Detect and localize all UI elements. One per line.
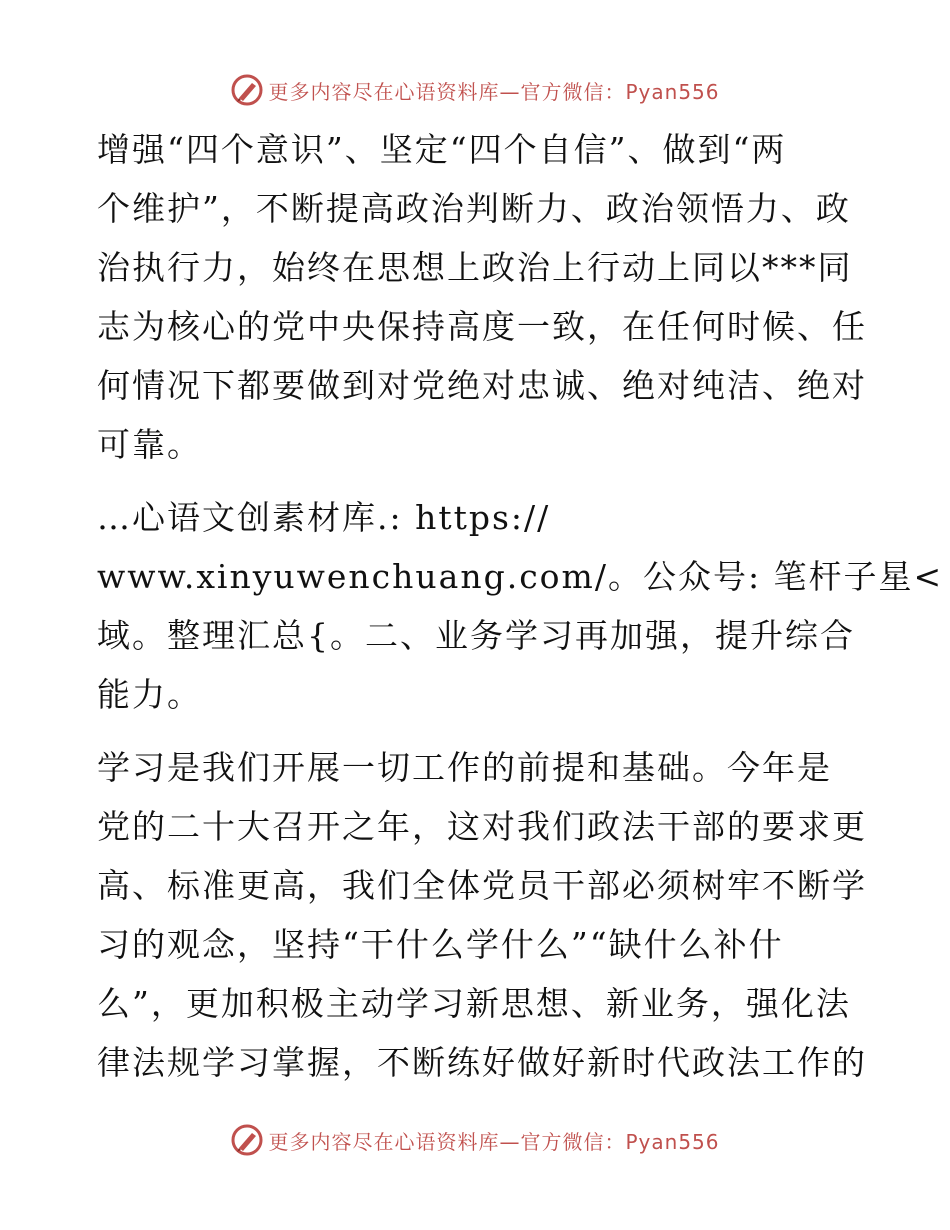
document-body — [97, 120, 944, 1092]
text-line: 学习是我们开展一切工作的前提和基础。今年是 — [97, 748, 832, 787]
text-line: 域。整理汇总{。二、业务学习再加强，提升综合 — [97, 616, 855, 655]
banner-wechat-id: Pyan556 — [625, 1129, 720, 1154]
pen-logo-icon — [230, 1123, 264, 1157]
paragraph-3 — [97, 738, 867, 1092]
text-line: 党的二十大召开之年，这对我们政法干部的要求更 — [97, 807, 867, 846]
banner-text — [268, 1126, 719, 1155]
text-line: 能力。 — [97, 675, 202, 714]
paragraph-2 — [97, 488, 944, 724]
text-line: 么”，更加积极主动学习新思想、新业务，强化法 — [97, 984, 851, 1023]
banner-wechat-label: 官方微信： — [520, 79, 626, 104]
text-line: …心语文创素材库.: https:// — [97, 498, 551, 537]
banner-text — [268, 76, 719, 105]
header-banner — [0, 70, 950, 110]
text-line: 志为核心的党中央保持高度一致，在任何时候、任 — [97, 307, 867, 346]
text-line: 高、标准更高，我们全体党员干部必须树牢不断学 — [97, 866, 867, 905]
text-line: 何情况下都要做到对党绝对忠诚、绝对纯洁、绝对 — [97, 366, 867, 405]
text-line: 律法规学习掌握，不断练好做好新时代政法工作的 — [97, 1043, 867, 1082]
paragraph-1 — [97, 120, 867, 474]
banner-main: 更多内容尽在心语资料库 — [268, 1129, 500, 1154]
text-line: www.xinyuwenchuang.com/。公众号: 笔杆子星< — [97, 557, 944, 596]
pen-logo-icon — [230, 73, 264, 107]
banner-separator: — — [499, 79, 521, 104]
text-line: 习的观念，坚持“干什么学什么”“缺什么补什 — [97, 925, 784, 964]
banner-wechat-label: 官方微信： — [520, 1129, 626, 1154]
banner-wechat-id: Pyan556 — [625, 79, 720, 104]
text-line: 个维护”，不断提高政治判断力、政治领悟力、政 — [97, 189, 851, 228]
footer-banner — [0, 1120, 950, 1160]
text-line: 增强“四个意识”、坚定“四个自信”、做到“两 — [97, 130, 787, 169]
banner-main: 更多内容尽在心语资料库 — [268, 79, 500, 104]
text-line: 治执行力，始终在思想上政治上行动上同以***同 — [97, 248, 853, 287]
text-line: 可靠。 — [97, 425, 202, 464]
banner-separator: — — [499, 1129, 521, 1154]
